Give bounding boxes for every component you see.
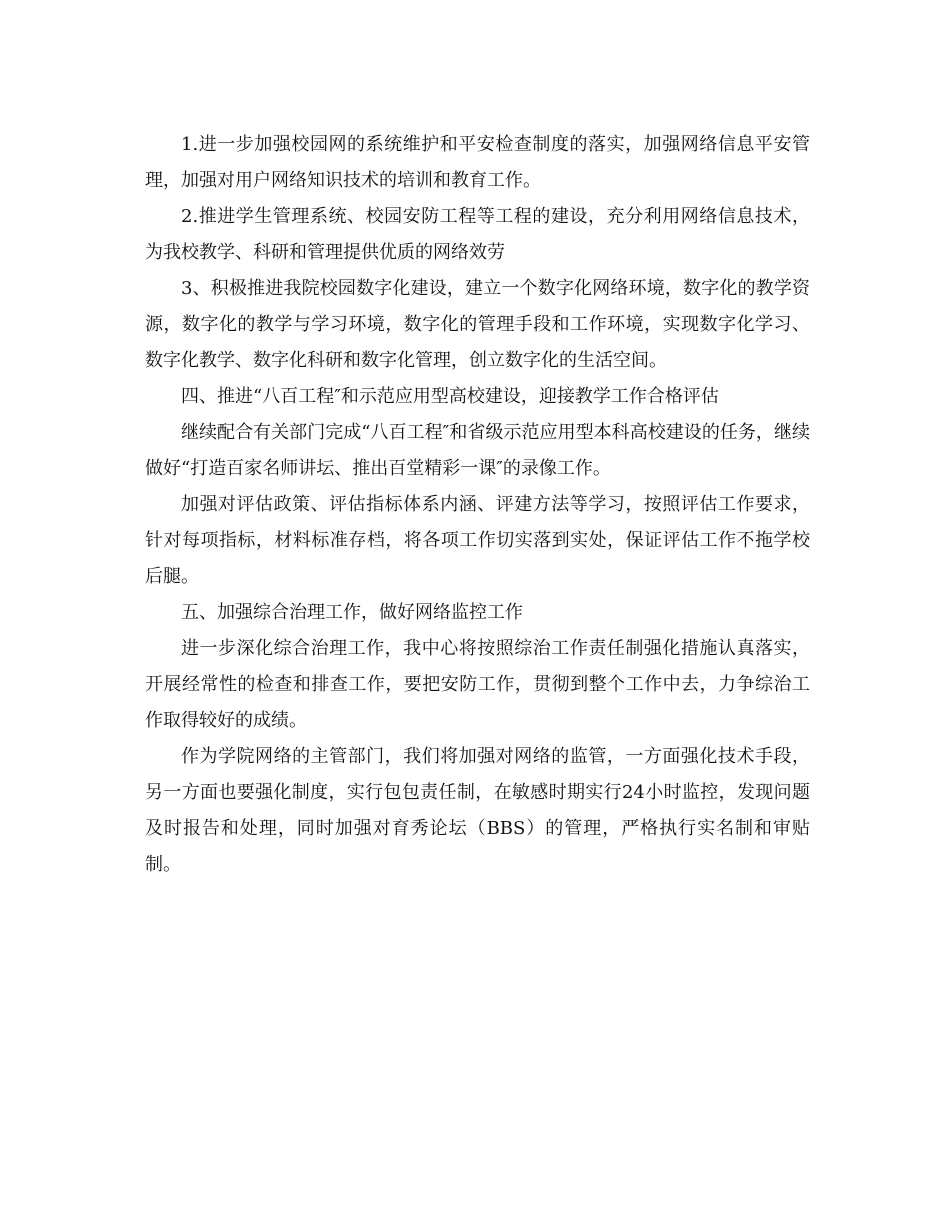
paragraph-8: 进一步深化综合治理工作，我中心将按照综治工作责任制强化措施认真落实，开展经常性的检查和排查工作，要把安防工作，贯彻到整个工作中去，力争综治工作取得较好的成绩。 (145, 638, 810, 731)
section-heading-5: 五、加强综合治理工作，做好网络监控工作 (181, 602, 523, 623)
paragraph-3: 3、积极推进我院校园数字化建设，建立一个数字化网络环境，数字化的教学资源，数字化的教学与学习环境，数字化的管理手段和工作环境，实现数字化学习、数字化教学、数字化科研和数字化管理，创立数字化的生活空间。 (145, 278, 810, 371)
section-heading-4: 四、推进“八百工程″和示范应用型高校建设，迎接教学工作合格评估 (181, 386, 719, 407)
paragraph-2: 2.推进学生管理系统、校园安防工程等工程的建设，充分利用网络信息技术，为我校教学、科研和管理提供优质的网络效劳 (145, 206, 810, 263)
paragraph-1: 1.进一步加强校园网的系统维护和平安检查制度的落实，加强网络信息平安管理，加强对用户网络知识技术的培训和教育工作。 (145, 134, 810, 191)
paragraph-9: 作为学院网络的主管部门，我们将加强对网络的监管，一方面强化技术手段，另一方面也要强化制度，实行包包责任制，在敏感时期实行24小时监控，发现问题及时报告和处理，同时加强对育秀论坛（BBS）的管理，严格执行实名制和审贴制。 (145, 746, 810, 875)
paragraph-5: 继续配合有关部门完成“八百工程″和省级示范应用型本科高校建设的任务，继续做好“打造百家名师讲坛、推出百堂精彩一课″的录像工作。 (145, 422, 810, 479)
document-body (145, 127, 810, 883)
paragraph-6: 加强对评估政策、评估指标体系内涵、评建方法等学习，按照评估工作要求，针对每项指标，材料标准存档，将各项工作切实落到实处，保证评估工作不拖学校后腿。 (145, 494, 810, 587)
